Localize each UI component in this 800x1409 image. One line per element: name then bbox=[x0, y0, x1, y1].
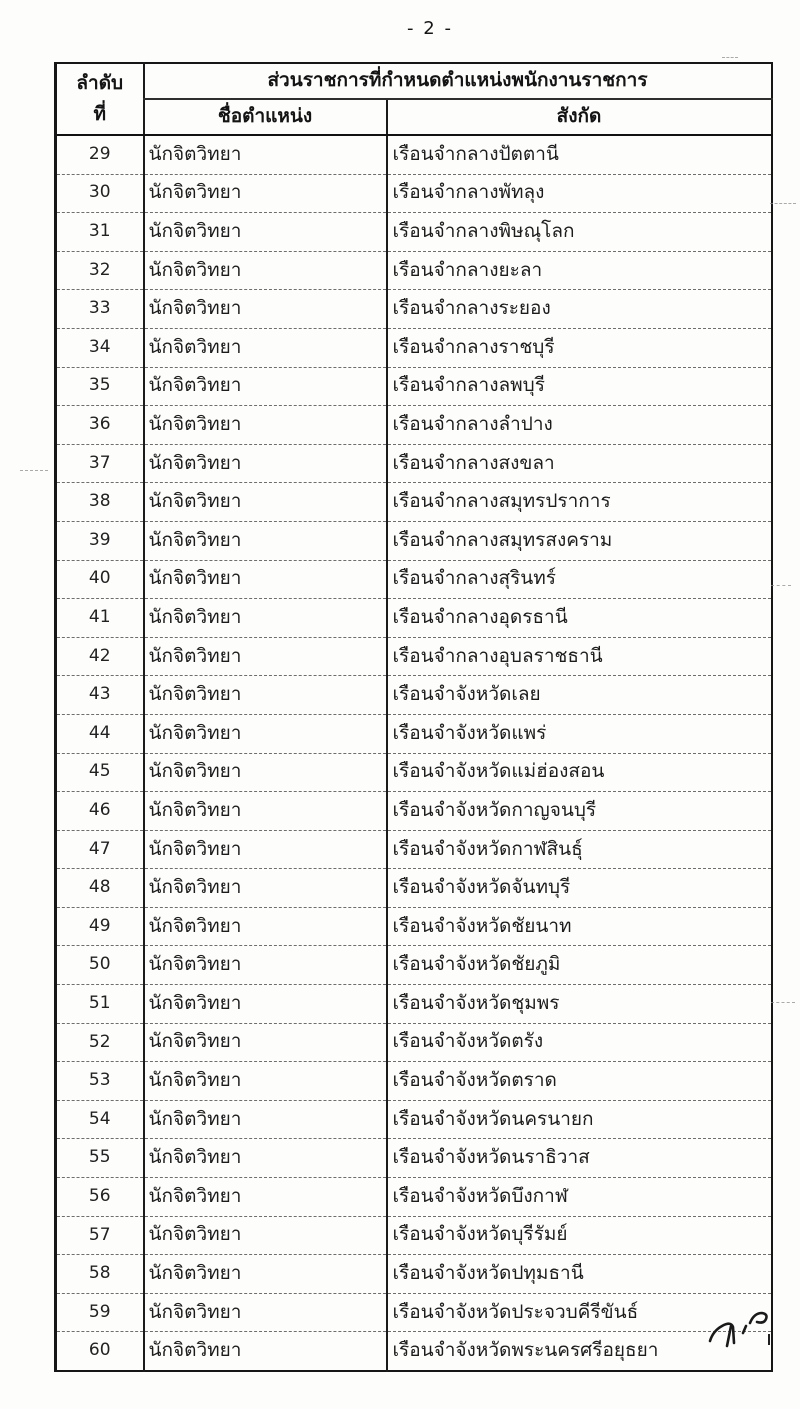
row-position: นักจิตวิทยา bbox=[144, 174, 387, 213]
row-position: นักจิตวิทยา bbox=[144, 676, 387, 715]
table-row bbox=[56, 753, 772, 792]
table-row bbox=[56, 213, 772, 252]
table-row bbox=[56, 406, 772, 445]
row-position: นักจิตวิทยา bbox=[144, 1178, 387, 1217]
row-number: 49 bbox=[56, 907, 144, 946]
row-position: นักจิตวิทยา bbox=[144, 830, 387, 869]
row-position: นักจิตวิทยา bbox=[144, 483, 387, 522]
table-row bbox=[56, 290, 772, 329]
row-position: นักจิตวิทยา bbox=[144, 637, 387, 676]
row-affiliation: เรือนจำกลางพิษณุโลก bbox=[387, 213, 772, 252]
table-row bbox=[56, 1023, 772, 1062]
row-number: 38 bbox=[56, 483, 144, 522]
row-position: นักจิตวิทยา bbox=[144, 1139, 387, 1178]
row-number: 44 bbox=[56, 714, 144, 753]
row-affiliation: เรือนจำกลางราชบุรี bbox=[387, 328, 772, 367]
row-position: นักจิตวิทยา bbox=[144, 985, 387, 1024]
row-number: 36 bbox=[56, 406, 144, 445]
row-position: นักจิตวิทยา bbox=[144, 869, 387, 908]
row-position: นักจิตวิทยา bbox=[144, 1023, 387, 1062]
table-row bbox=[56, 869, 772, 908]
row-affiliation: เรือนจำจังหวัดชัยนาท bbox=[387, 907, 772, 946]
table-row bbox=[56, 135, 772, 174]
row-affiliation: เรือนจำจังหวัดพระนครศรีอยุธยา bbox=[387, 1332, 772, 1371]
row-position: นักจิตวิทยา bbox=[144, 251, 387, 290]
header-index-line1: ลำดับ bbox=[76, 72, 124, 94]
row-number: 41 bbox=[56, 599, 144, 638]
row-affiliation: เรือนจำจังหวัดแพร่ bbox=[387, 714, 772, 753]
row-affiliation: เรือนจำจังหวัดชัยภูมิ bbox=[387, 946, 772, 985]
scan-artifact bbox=[771, 585, 791, 586]
row-number: 32 bbox=[56, 251, 144, 290]
header-row-group bbox=[56, 63, 772, 99]
table-row bbox=[56, 521, 772, 560]
row-position: นักจิตวิทยา bbox=[144, 907, 387, 946]
table-row bbox=[56, 676, 772, 715]
scan-artifact bbox=[771, 1002, 795, 1003]
row-affiliation: เรือนจำจังหวัดกาฬสินธุ์ bbox=[387, 830, 772, 869]
header-cell-position: ชื่อตำแหน่ง bbox=[144, 99, 387, 135]
table-row bbox=[56, 946, 772, 985]
table-row bbox=[56, 907, 772, 946]
row-affiliation: เรือนจำจังหวัดกาญจนบุรี bbox=[387, 792, 772, 831]
row-affiliation: เรือนจำจังหวัดประจวบคีรีขันธ์ bbox=[387, 1293, 772, 1332]
row-number: 35 bbox=[56, 367, 144, 406]
table-row bbox=[56, 1255, 772, 1294]
scan-artifact bbox=[722, 57, 738, 58]
row-affiliation: เรือนจำจังหวัดจันทบุรี bbox=[387, 869, 772, 908]
row-affiliation: เรือนจำจังหวัดนครนายก bbox=[387, 1100, 772, 1139]
header-row-columns bbox=[56, 99, 772, 135]
row-affiliation: เรือนจำกลางสุรินทร์ bbox=[387, 560, 772, 599]
row-number: 48 bbox=[56, 869, 144, 908]
row-number: 56 bbox=[56, 1178, 144, 1217]
row-number: 43 bbox=[56, 676, 144, 715]
row-number: 37 bbox=[56, 444, 144, 483]
row-number: 45 bbox=[56, 753, 144, 792]
row-number: 52 bbox=[56, 1023, 144, 1062]
table-row bbox=[56, 599, 772, 638]
table-row bbox=[56, 637, 772, 676]
row-position: นักจิตวิทยา bbox=[144, 367, 387, 406]
row-position: นักจิตวิทยา bbox=[144, 753, 387, 792]
header-index-line2: ที่ bbox=[93, 103, 107, 125]
scan-artifact bbox=[770, 203, 796, 204]
header-cell-index bbox=[56, 63, 144, 135]
row-position: นักจิตวิทยา bbox=[144, 444, 387, 483]
handwritten-mark bbox=[703, 1301, 795, 1359]
scan-artifact bbox=[768, 1334, 770, 1345]
row-affiliation: เรือนจำกลางปัตตานี bbox=[387, 135, 772, 174]
table-row bbox=[56, 1178, 772, 1217]
table-row bbox=[56, 1332, 772, 1371]
row-number: 31 bbox=[56, 213, 144, 252]
row-number: 54 bbox=[56, 1100, 144, 1139]
row-position: นักจิตวิทยา bbox=[144, 328, 387, 367]
row-number: 53 bbox=[56, 1062, 144, 1101]
table-row bbox=[56, 1139, 772, 1178]
row-position: นักจิตวิทยา bbox=[144, 1100, 387, 1139]
row-affiliation: เรือนจำจังหวัดบุรีรัมย์ bbox=[387, 1216, 772, 1255]
row-position: นักจิตวิทยา bbox=[144, 1062, 387, 1101]
table-row bbox=[56, 1100, 772, 1139]
table-row bbox=[56, 714, 772, 753]
table-row bbox=[56, 483, 772, 522]
row-number: 46 bbox=[56, 792, 144, 831]
row-position: นักจิตวิทยา bbox=[144, 1216, 387, 1255]
table-row bbox=[56, 792, 772, 831]
row-position: นักจิตวิทยา bbox=[144, 946, 387, 985]
scan-artifact bbox=[20, 470, 48, 471]
row-number: 51 bbox=[56, 985, 144, 1024]
row-affiliation: เรือนจำกลางลำปาง bbox=[387, 406, 772, 445]
row-affiliation: เรือนจำกลางอุบลราชธานี bbox=[387, 637, 772, 676]
row-affiliation: เรือนจำจังหวัดบึงกาฬ bbox=[387, 1178, 772, 1217]
row-affiliation: เรือนจำจังหวัดปทุมธานี bbox=[387, 1255, 772, 1294]
positions-table bbox=[54, 62, 773, 1372]
table-row bbox=[56, 251, 772, 290]
row-number: 60 bbox=[56, 1332, 144, 1371]
row-position: นักจิตวิทยา bbox=[144, 521, 387, 560]
row-position: นักจิตวิทยา bbox=[144, 213, 387, 252]
row-number: 50 bbox=[56, 946, 144, 985]
row-position: นักจิตวิทยา bbox=[144, 792, 387, 831]
table-row bbox=[56, 1293, 772, 1332]
row-position: นักจิตวิทยา bbox=[144, 406, 387, 445]
row-number: 39 bbox=[56, 521, 144, 560]
row-position: นักจิตวิทยา bbox=[144, 599, 387, 638]
page-number: - 2 - bbox=[407, 18, 453, 39]
row-affiliation: เรือนจำจังหวัดตราด bbox=[387, 1062, 772, 1101]
table-row bbox=[56, 985, 772, 1024]
row-position: นักจิตวิทยา bbox=[144, 1332, 387, 1371]
row-affiliation: เรือนจำจังหวัดตรัง bbox=[387, 1023, 772, 1062]
table-row bbox=[56, 367, 772, 406]
table-row bbox=[56, 444, 772, 483]
row-affiliation: เรือนจำกลางสมุทรสงคราม bbox=[387, 521, 772, 560]
row-affiliation: เรือนจำกลางพัทลุง bbox=[387, 174, 772, 213]
row-position: นักจิตวิทยา bbox=[144, 1255, 387, 1294]
table-row bbox=[56, 1216, 772, 1255]
row-affiliation: เรือนจำกลางยะลา bbox=[387, 251, 772, 290]
row-number: 55 bbox=[56, 1139, 144, 1178]
row-number: 34 bbox=[56, 328, 144, 367]
row-affiliation: เรือนจำกลางสมุทรปราการ bbox=[387, 483, 772, 522]
table-row bbox=[56, 174, 772, 213]
row-number: 40 bbox=[56, 560, 144, 599]
header-cell-affiliation: สังกัด bbox=[387, 99, 772, 135]
row-affiliation: เรือนจำกลางอุดรธานี bbox=[387, 599, 772, 638]
row-number: 47 bbox=[56, 830, 144, 869]
table-header bbox=[56, 63, 772, 135]
row-affiliation: เรือนจำกลางสงขลา bbox=[387, 444, 772, 483]
row-position: นักจิตวิทยา bbox=[144, 135, 387, 174]
row-position: นักจิตวิทยา bbox=[144, 290, 387, 329]
row-number: 59 bbox=[56, 1293, 144, 1332]
row-affiliation: เรือนจำกลางลพบุรี bbox=[387, 367, 772, 406]
row-number: 58 bbox=[56, 1255, 144, 1294]
row-position: นักจิตวิทยา bbox=[144, 714, 387, 753]
row-number: 42 bbox=[56, 637, 144, 676]
row-number: 29 bbox=[56, 135, 144, 174]
row-affiliation: เรือนจำจังหวัดแม่ฮ่องสอน bbox=[387, 753, 772, 792]
row-number: 33 bbox=[56, 290, 144, 329]
table-row bbox=[56, 1062, 772, 1101]
row-position: นักจิตวิทยา bbox=[144, 1293, 387, 1332]
row-affiliation: เรือนจำจังหวัดนราธิวาส bbox=[387, 1139, 772, 1178]
row-number: 57 bbox=[56, 1216, 144, 1255]
row-position: นักจิตวิทยา bbox=[144, 560, 387, 599]
table-body bbox=[56, 135, 772, 1371]
table-row bbox=[56, 560, 772, 599]
row-affiliation: เรือนจำจังหวัดชุมพร bbox=[387, 985, 772, 1024]
table-row bbox=[56, 830, 772, 869]
row-number: 30 bbox=[56, 174, 144, 213]
table-row bbox=[56, 328, 772, 367]
header-group-title: ส่วนราชการที่กำหนดตำแหน่งพนักงานราชการ bbox=[144, 63, 772, 99]
row-affiliation: เรือนจำกลางระยอง bbox=[387, 290, 772, 329]
row-affiliation: เรือนจำจังหวัดเลย bbox=[387, 676, 772, 715]
